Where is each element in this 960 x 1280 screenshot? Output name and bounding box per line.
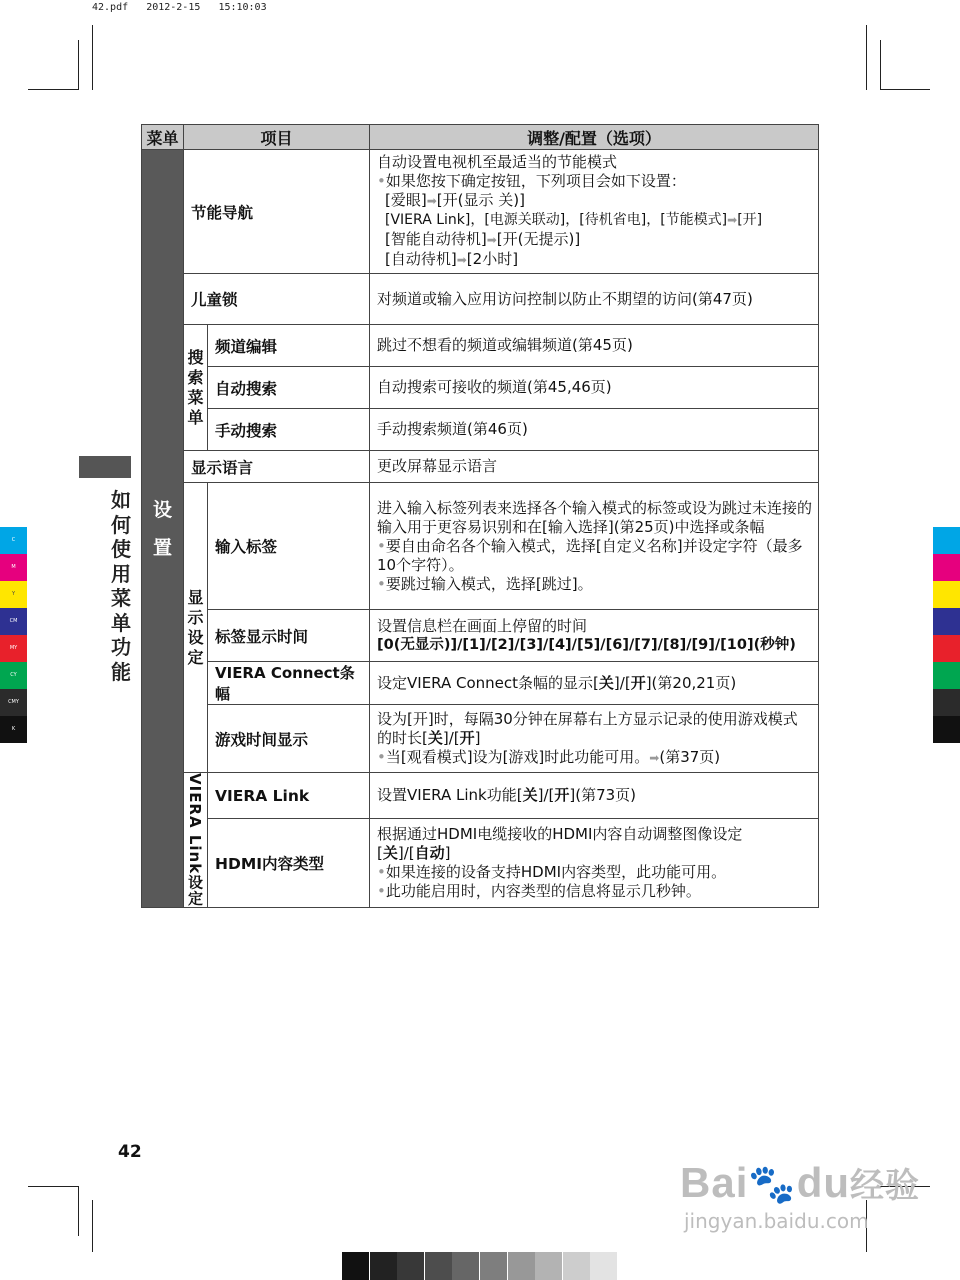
group-viera-link-settings: VIERA Link设定 bbox=[184, 773, 208, 908]
side-section-title: 如 何 使 用 菜 单 功 能 bbox=[111, 488, 131, 684]
grayscale-swatch bbox=[590, 1252, 617, 1280]
reg-swatch-cy: CY bbox=[0, 662, 27, 689]
reg-swatch-right bbox=[933, 554, 960, 581]
print-time: 15:10:03 bbox=[218, 2, 267, 13]
desc-banner-display-timeout: 设置信息栏在画面上停留的时间 [0(无显示)]/[1]/[2]/[3]/[4]/[5]/[6]/[7]/[8]/[9]/[10](秒钟) bbox=[370, 610, 819, 662]
item-auto-scan: 自动搜索 bbox=[208, 367, 370, 409]
header-adjust: 调整/配置（选项） bbox=[370, 125, 819, 150]
item-display-language: 显示语言 bbox=[184, 451, 370, 483]
table-row bbox=[142, 150, 819, 274]
reg-swatch-right bbox=[933, 581, 960, 608]
print-header bbox=[92, 2, 267, 13]
desc-input-label: 进入输入标签列表来选择各个输入模式的标签或设为跳过未连接的输入用于更容易识别和在[输入选择](第25页)中选择或条幅 •要自由命名各个输入模式，选择[自定义名称]并设定字符（最多10个字符）。 •要跳过输入模式，选择[跳过]。 bbox=[370, 483, 819, 610]
reg-swatch-right bbox=[933, 608, 960, 635]
item-child-lock: 儿童锁 bbox=[184, 274, 370, 325]
grayscale-swatch bbox=[397, 1252, 424, 1280]
reg-swatch-y: Y bbox=[0, 581, 27, 608]
watermark-brand-cn: 经验 bbox=[850, 1167, 920, 1205]
crop-mark bbox=[880, 40, 881, 90]
arrow-icon: ➡ bbox=[456, 253, 467, 267]
arrow-icon: ➡ bbox=[426, 194, 437, 208]
watermark-brand: Bai bbox=[680, 1159, 749, 1206]
item-manual-scan: 手动搜索 bbox=[208, 409, 370, 451]
crop-mark bbox=[880, 89, 930, 90]
crop-mark bbox=[78, 1186, 79, 1236]
crop-mark bbox=[92, 25, 93, 90]
table-row bbox=[142, 773, 819, 819]
grayscale-swatch bbox=[480, 1252, 507, 1280]
desc-auto-scan: 自动搜索可接收的频道(第45,46页) bbox=[370, 367, 819, 409]
reg-swatch-my: MY bbox=[0, 635, 27, 662]
crop-mark bbox=[866, 25, 867, 90]
page-number: 42 bbox=[118, 1142, 142, 1162]
grayscale-swatch bbox=[535, 1252, 562, 1280]
watermark-url: jingyan.baidu.com bbox=[684, 1209, 869, 1233]
desc-viera-link: 设置VIERA Link功能[关]/[开](第73页) bbox=[370, 773, 819, 819]
desc-game-play-time: 设为[开]时，每隔30分钟在屏幕右上方显示记录的使用游戏模式的时长[关]/[开] •当[观看模式]设为[游戏]时此功能可用。➡(第37页) bbox=[370, 705, 819, 773]
table-row bbox=[142, 819, 819, 908]
desc-channel-edit: 跳过不想看的频道或编辑频道(第45页) bbox=[370, 325, 819, 367]
table-row bbox=[142, 705, 819, 773]
arrow-icon: ➡ bbox=[649, 750, 660, 765]
table-row bbox=[142, 610, 819, 662]
file-name: 42.pdf bbox=[92, 2, 129, 13]
reg-swatch-right bbox=[933, 716, 960, 743]
grayscale-swatch bbox=[452, 1252, 479, 1280]
table-header-row bbox=[142, 125, 819, 150]
side-tab-bar bbox=[79, 456, 131, 478]
grayscale-swatch bbox=[425, 1252, 452, 1280]
reg-swatch-k: K bbox=[0, 716, 27, 743]
header-menu: 菜单 bbox=[142, 125, 184, 150]
crop-mark bbox=[78, 40, 79, 90]
grayscale-swatch bbox=[370, 1252, 397, 1280]
item-viera-link: VIERA Link bbox=[208, 773, 370, 819]
reg-swatch-right bbox=[933, 635, 960, 662]
desc-display-language: 更改屏幕显示语言 bbox=[370, 451, 819, 483]
arrow-icon: ➡ bbox=[486, 233, 497, 247]
crop-mark bbox=[92, 1200, 93, 1252]
settings-menu-table bbox=[141, 124, 819, 908]
desc-child-lock: 对频道或输入应用访问控制以防止不期望的访问(第47页) bbox=[370, 274, 819, 325]
reg-swatch-right bbox=[933, 689, 960, 716]
table-row bbox=[142, 483, 819, 610]
crop-mark bbox=[28, 89, 78, 90]
table-row bbox=[142, 409, 819, 451]
grayscale-swatch bbox=[342, 1252, 369, 1280]
desc-hdmi-content-type: 根据通过HDMI电缆接收的HDMI内容自动调整图像设定 [关]/[自动] •如果连接的设备支持HDMI内容类型，此功能可用。 •此功能启用时，内容类型的信息将显示几秒钟。 bbox=[370, 819, 819, 908]
table-row bbox=[142, 451, 819, 483]
grayscale-swatch bbox=[563, 1252, 590, 1280]
item-channel-edit: 频道编辑 bbox=[208, 325, 370, 367]
reg-swatch-cm: CM bbox=[0, 608, 27, 635]
watermark-brand-du: du bbox=[796, 1159, 850, 1206]
item-hdmi-content-type: HDMI内容类型 bbox=[208, 819, 370, 908]
arrow-icon: ➡ bbox=[727, 213, 738, 227]
group-search-menu: 搜 索 菜 单 bbox=[184, 325, 208, 451]
crop-mark bbox=[28, 1186, 78, 1187]
item-game-play-time: 游戏时间显示 bbox=[208, 705, 370, 773]
reg-swatch-c: C bbox=[0, 527, 27, 554]
table-row bbox=[142, 274, 819, 325]
item-banner-display-timeout: 标签显示时间 bbox=[208, 610, 370, 662]
desc-viera-connect-banner: 设定VIERA Connect条幅的显示[关]/[开](第20,21页) bbox=[370, 662, 819, 705]
print-date: 2012-2-15 bbox=[146, 2, 201, 13]
category-settings: 设 置 bbox=[142, 150, 184, 908]
grayscale-swatch bbox=[508, 1252, 535, 1280]
table-row bbox=[142, 662, 819, 705]
group-display-settings: 显 示 设 定 bbox=[184, 483, 208, 773]
table-row bbox=[142, 325, 819, 367]
desc-manual-scan: 手动搜索频道(第46页) bbox=[370, 409, 819, 451]
desc-eco-navigation: 自动设置电视机至最适当的节能模式 •如果您按下确定按钮，下列项目会如下设置： [爱眼]➡[开(显示 关)] [VIERA Link]，[电源关联动]，[待机省电]，[节能模式]➡[开] [智能自动待机]➡[开(无提示)] [自动待机]➡[2小时] bbox=[370, 150, 819, 274]
item-eco-navigation: 节能导航 bbox=[184, 150, 370, 274]
reg-swatch-right bbox=[933, 662, 960, 689]
table-row bbox=[142, 367, 819, 409]
header-item: 项目 bbox=[184, 125, 370, 150]
reg-swatch-right bbox=[933, 527, 960, 554]
reg-swatch-m: M bbox=[0, 554, 27, 581]
baidu-watermark bbox=[680, 1160, 920, 1233]
paw-icon: 🐾 bbox=[748, 1164, 797, 1206]
reg-swatch-cmy: CMY bbox=[0, 689, 27, 716]
item-input-label: 输入标签 bbox=[208, 483, 370, 610]
item-viera-connect-banner: VIERA Connect条幅 bbox=[208, 662, 370, 705]
